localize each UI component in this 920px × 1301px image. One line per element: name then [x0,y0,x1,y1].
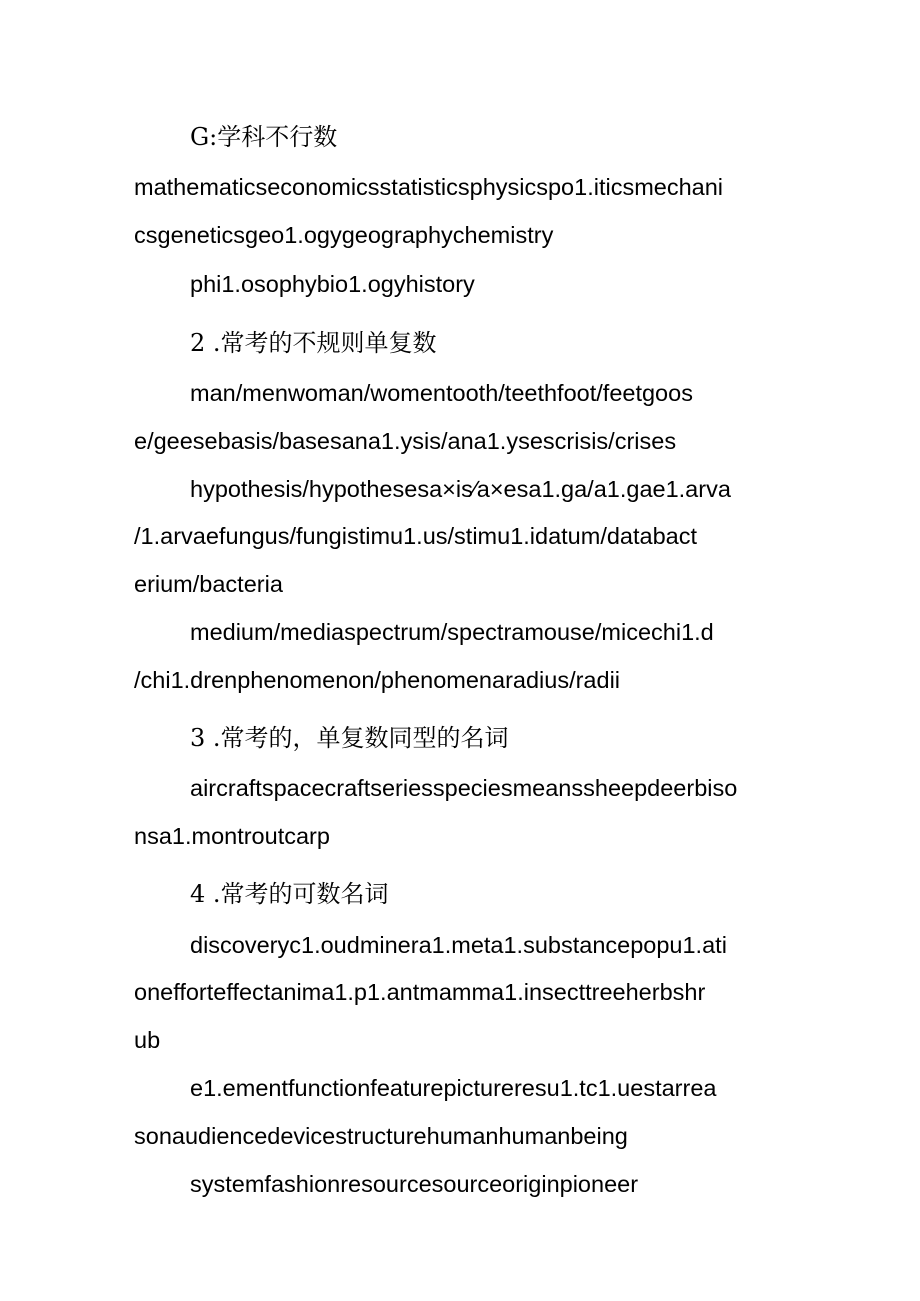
body-text-line: systemfashionresourcesourceoriginpioneer [190,1171,639,1197]
body-text-line: aircraftspacecraftseriesspeciesmeanssheepdeerbiso [190,775,738,801]
body-text-line: csgeneticsgeo1.ogygeographychemistry [134,222,554,248]
body-text-line: mathematicseconomicsstatisticsphysicspo1.iticsmechani [134,174,724,200]
section-heading-same-form-nouns: 3 .常考的，单复数同型的名词 [190,724,509,752]
body-text-line: onefforteffectanima1.p1.antmamma1.insecttreeherbshr [134,979,706,1005]
section-heading-irregular-plurals: 2 .常考的不规则单复数 [190,329,437,357]
body-text-line: medium/mediaspectrum/spectramouse/micechi1.d [190,619,714,645]
section-heading-countable-nouns: 4 .常考的可数名词 [190,880,389,908]
section-heading-subjects: G:学科不行数 [190,123,338,151]
body-text-line: erium/bacteria [134,571,283,597]
body-text-line: nsa1.montroutcarp [134,823,330,849]
body-text-line: e/geesebasis/basesana1.ysis/ana1.ysescrisis/crises [134,428,677,454]
body-text-line: phi1.osophybio1.ogyhistory [190,271,475,297]
body-text-line: /chi1.drenphenomenon/phenomenaradius/radii [134,667,621,693]
body-text-line: man/menwoman/womentooth/teethfoot/feetgoos [190,380,693,406]
body-text-line: e1.ementfunctionfeaturepictureresu1.tc1.uestarrea [190,1075,717,1101]
body-text-line: hypothesis/hypothesesa×is∕a×esa1.ga/a1.gae1.arva [190,476,731,502]
body-text-line: /1.arvaefungus/fungistimu1.us/stimu1.idatum/databact [134,523,698,549]
body-text-line: sonaudiencedevicestructurehumanhumanbeing [134,1123,628,1149]
body-text-line: ub [134,1027,161,1053]
body-text-line: discoveryc1.oudminera1.meta1.substancepopu1.ati [190,932,727,958]
